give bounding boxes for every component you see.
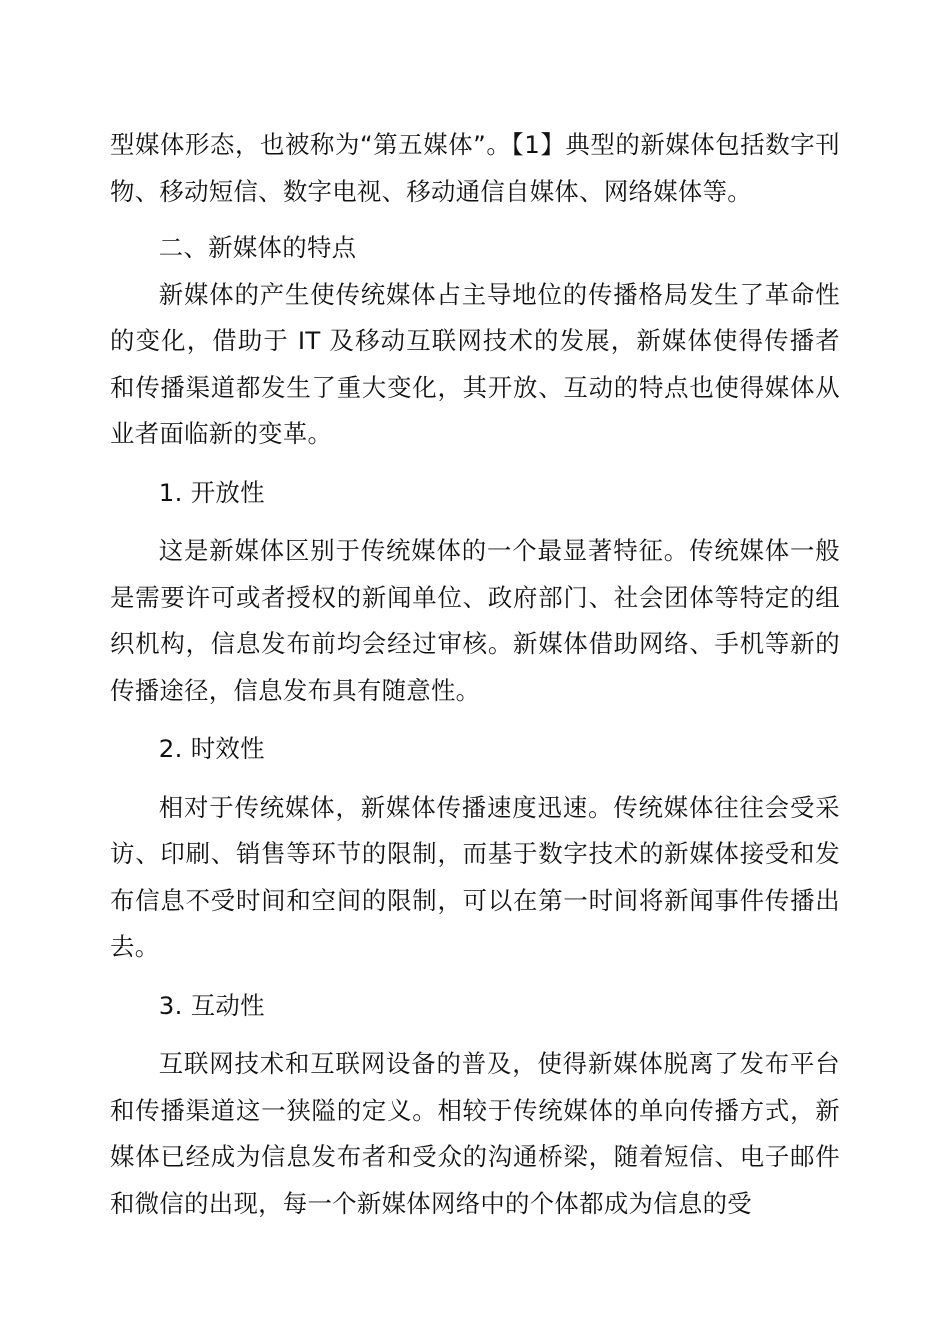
section-intro-paragraph: 新媒体的产生使传统媒体占主导地位的传播格局发生了革命性的变化，借助于 IT 及移动互联网技术的发展，新媒体使得传播者和传播渠道都发生了重大变化，其开放、互动的特点也使得媒体从业者面临新的变革。 [110,279,840,448]
section-heading: 二、新媒体的特点 [158,233,357,262]
openness-paragraph: 这是新媒体区别于传统媒体的一个最显著特征。传统媒体一般是需要许可或者授权的新闻单位、政府部门、社会团体等特定的组织机构，信息发布前均会经过审核。新媒体借助网络、手机等新的传播途径，信息发布具有随意性。 [110,536,840,705]
subheading-interactivity: 3. 互动性 [158,990,265,1020]
timeliness-paragraph: 相对于传统媒体，新媒体传播速度迅速。传统媒体往往会受采访、印刷、销售等环节的限制，而基于数字技术的新媒体接受和发布信息不受时间和空间的限制，可以在第一时间将新闻事件传播出去。 [110,792,840,961]
subheading-timeliness: 2. 时效性 [158,734,265,763]
interactivity-paragraph: 互联网技术和互联网设备的普及，使得新媒体脱离了发布平台和传播渠道这一狭隘的定义。相较于传统媒体的单向传播方式，新媒体已经成为信息发布者和受众的沟通桥梁，随着短信、电子邮件和微信的出现，每一个新媒体网络中的个体都成为信息的受 [110,1049,840,1218]
subheading-openness: 1. 开放性 [158,477,265,507]
intro-paragraph: 型媒体形态，也被称为“第五媒体”。【1】典型的新媒体包括数字刊物、移动短信、数字电视、移动通信自媒体、网络媒体等。 [110,130,840,206]
document-body [110,122,840,1227]
